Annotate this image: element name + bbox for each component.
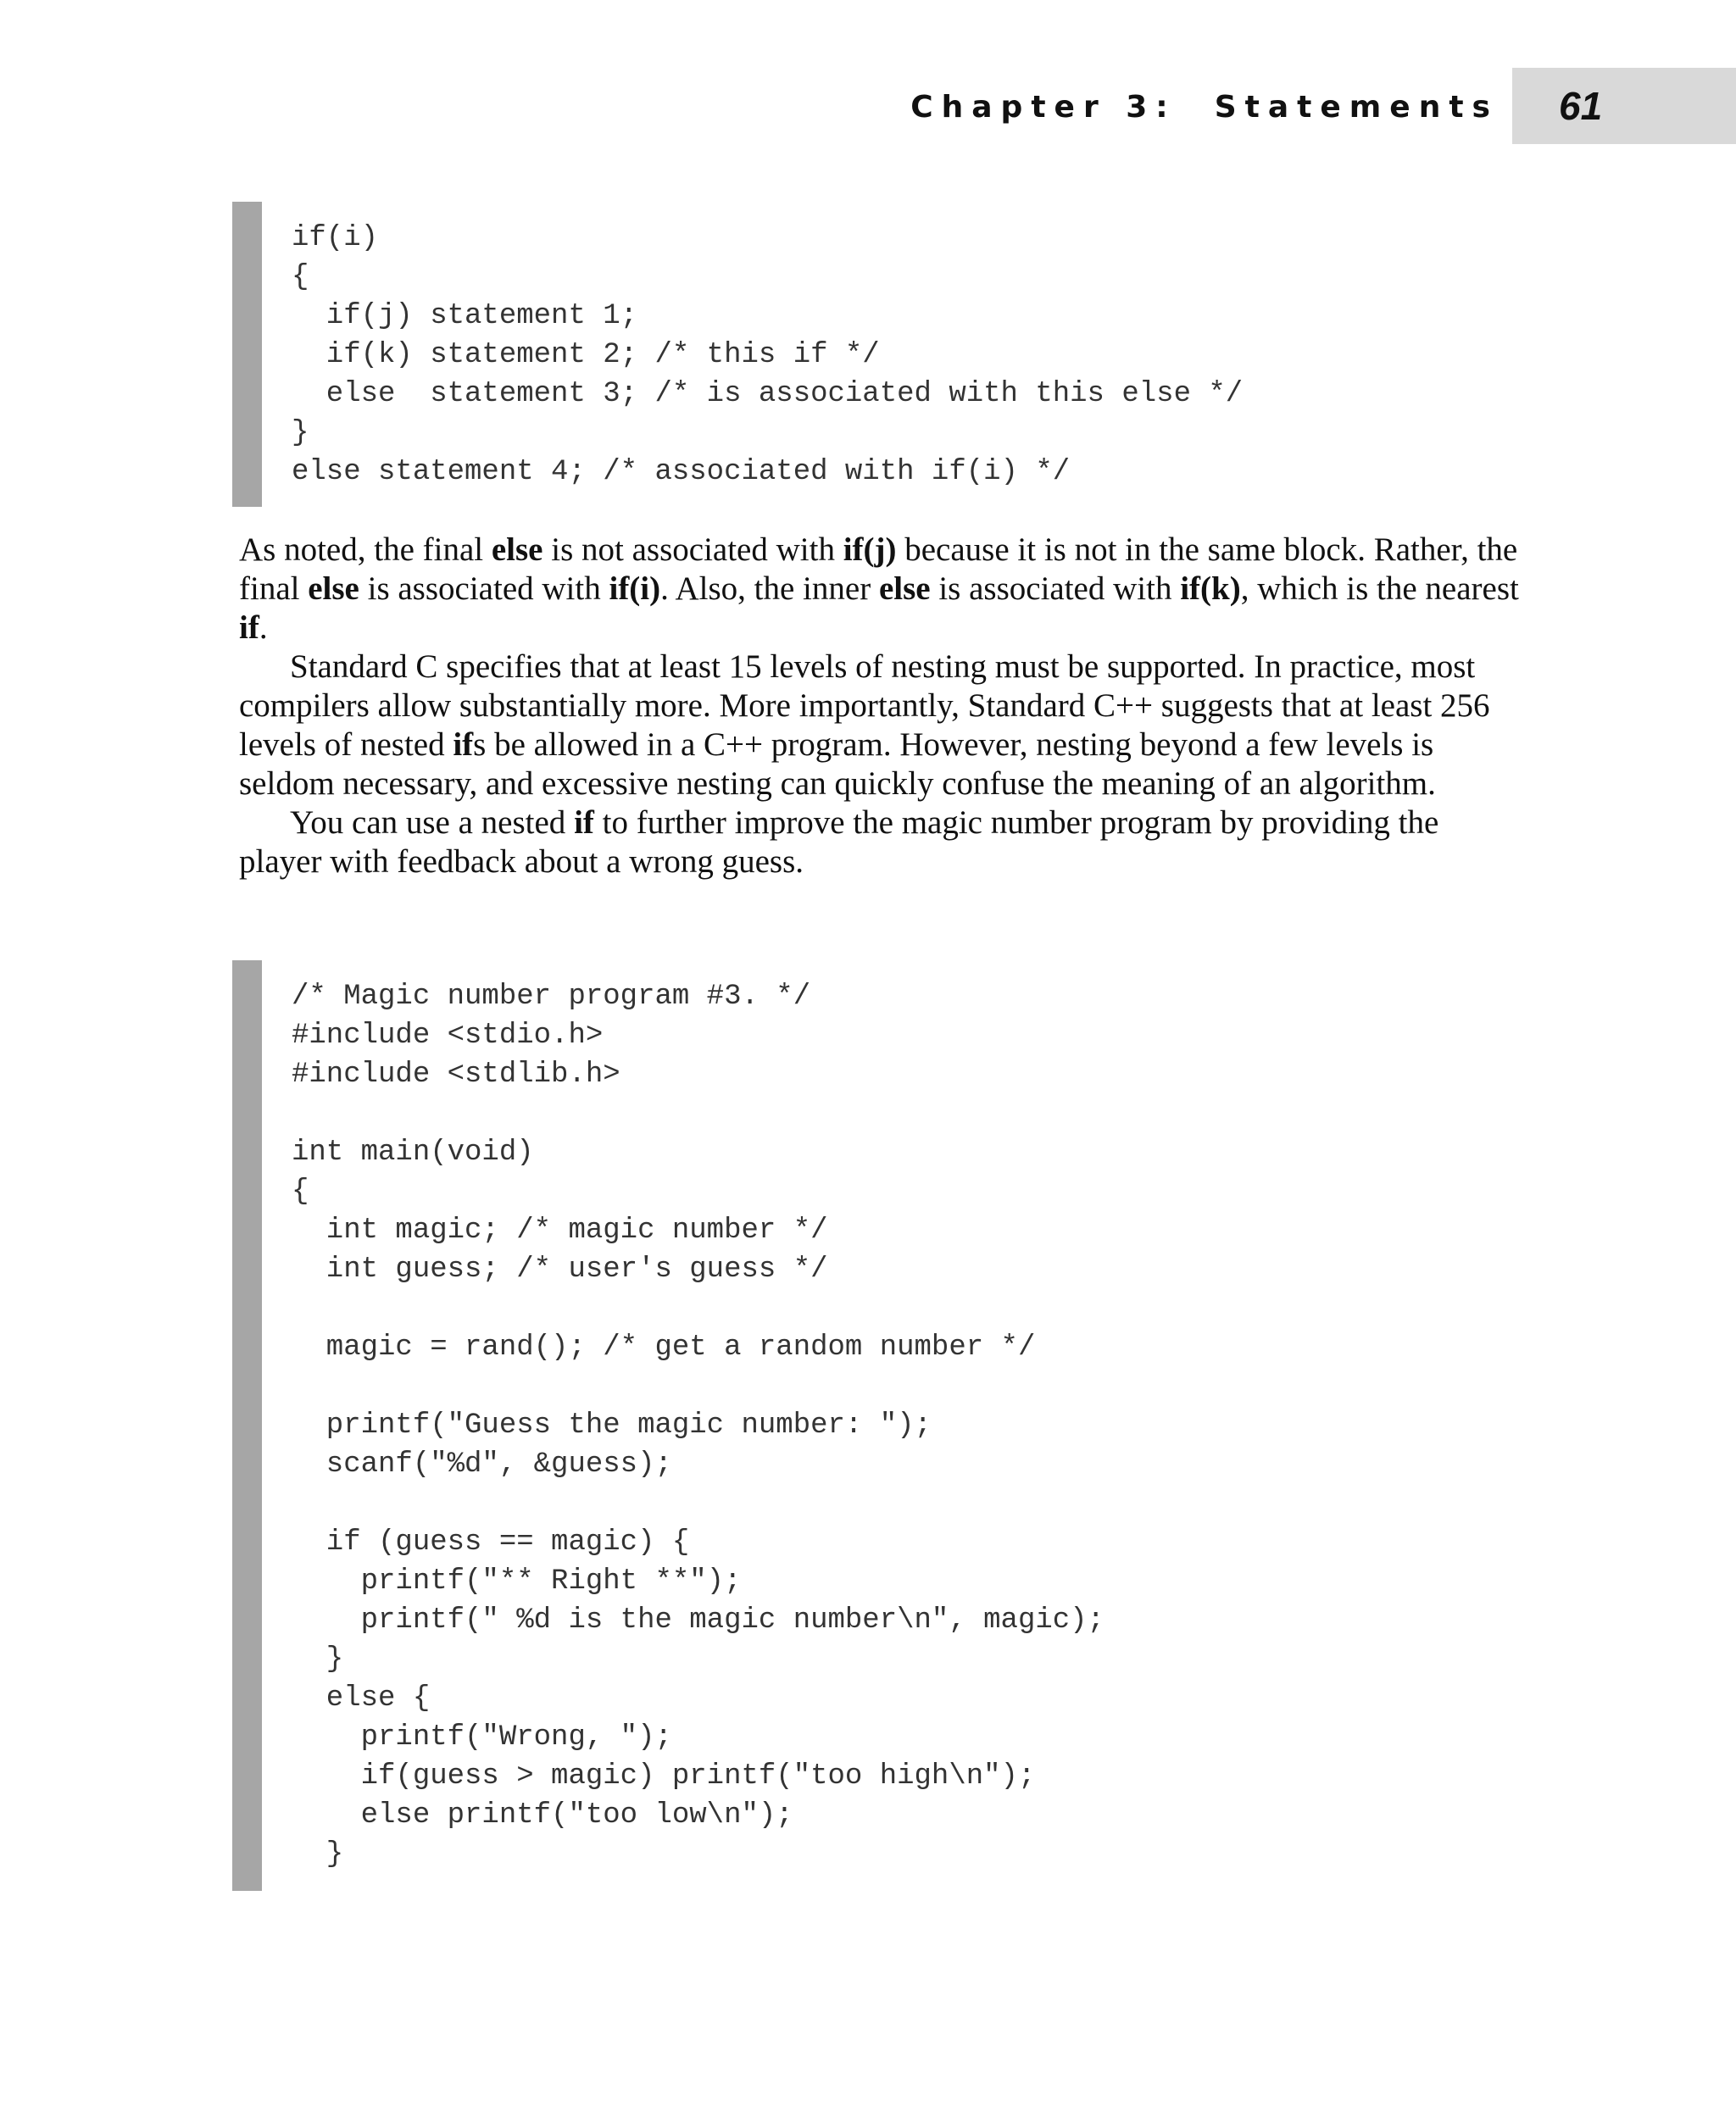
code-margin-bar [232, 960, 262, 1891]
code-line: /* Magic number program #3. */ [292, 981, 811, 1013]
code-line: printf("Wrong, "); [292, 1721, 672, 1754]
code-line: else printf("too low\n"); [292, 1799, 793, 1832]
code-line: int magic; /* magic number */ [292, 1215, 828, 1247]
code-line: #include <stdlib.h> [292, 1059, 620, 1091]
code-block-magic-number [232, 960, 1504, 1891]
code-line: } [292, 1838, 344, 1871]
code-line [292, 1484, 1104, 1523]
code-line: #include <stdio.h> [292, 1020, 604, 1052]
paragraph-magic-number-intro: You can use a nested if to further improve the magic number program by providing the player with feedback about a wrong guess. [239, 804, 1439, 880]
code-line [292, 1289, 1104, 1328]
code-line: } [292, 1643, 344, 1676]
code-line: printf("Guess the magic number: "); [292, 1409, 932, 1442]
code-line: } [292, 417, 309, 449]
code-line: scanf("%d", &guess); [292, 1448, 672, 1481]
code-line [292, 1094, 1104, 1133]
code-lines [292, 977, 1104, 1874]
code-line: if(guess > magic) printf("too high\n"); [292, 1760, 1036, 1793]
paragraph-nesting-levels: Standard C specifies that at least 15 levels of nesting must be supported. In practice, most compilers allow substantially more. More importantly, Standard C++ suggests that at least 256 levels of nested ifs be allowed in a C++ program. However, nesting beyond a few levels is seldom necessary, and excessive nesting can quickly confuse the meaning of an algorithm. [239, 648, 1490, 802]
code-line: else statement 3; /* is associated with this else */ [292, 378, 1244, 410]
code-line: if (guess == magic) { [292, 1526, 690, 1559]
code-line: printf("** Right **"); [292, 1565, 742, 1598]
code-line: int guess; /* user's guess */ [292, 1254, 828, 1286]
code-line: { [292, 1176, 309, 1208]
page-number-box [1512, 68, 1736, 144]
code-line: printf(" %d is the magic number\n", magic); [292, 1604, 1104, 1637]
code-margin-bar [232, 202, 262, 507]
code-line: { [292, 261, 309, 293]
code-line: if(k) statement 2; /* this if */ [292, 339, 880, 371]
code-line: if(j) statement 1; [292, 300, 638, 332]
code-lines [292, 219, 1243, 492]
body-text [239, 531, 1527, 881]
code-line: magic = rand(); /* get a random number */ [292, 1331, 1036, 1364]
code-line: if(i) [292, 222, 379, 254]
chapter-title: Chapter 3: Statements [910, 90, 1499, 125]
code-line: else { [292, 1682, 431, 1715]
paragraph-else-association: As noted, the final else is not associated with if(j) because it is not in the same block. Rather, the final else is associated with if(i). Also, the inner else is associated with if(k), which is the nearest if. [239, 531, 1519, 646]
code-line [292, 1367, 1104, 1406]
page-number: 61 [1559, 84, 1603, 128]
code-line: int main(void) [292, 1137, 534, 1169]
code-block-nested-if [232, 202, 1504, 507]
page-header [0, 68, 1736, 144]
code-line: else statement 4; /* associated with if(i) */ [292, 456, 1071, 488]
